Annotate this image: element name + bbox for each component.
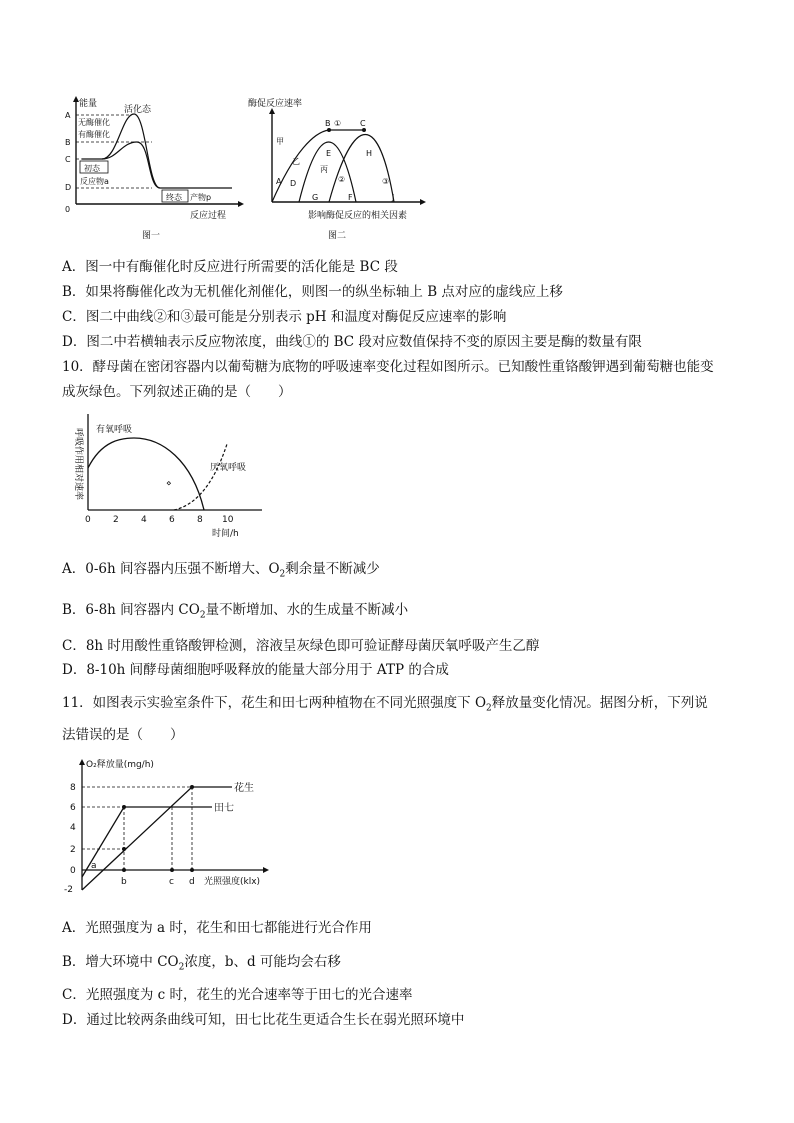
q10-x-tick-4: 4	[141, 515, 147, 525]
q10-stem-line-1: 10．酵母菌在密闭容器内以葡萄糖为底物的呼吸速率变化过程如图所示。已知酸性重铬酸钾遇到葡萄糖也能变	[62, 359, 714, 375]
q10-anaerobic-label: 厌氧呼吸	[210, 463, 247, 473]
q11-option-d: D．通过比较两条曲线可知，田七比花生更适合生长在弱光照环境中	[62, 1012, 465, 1028]
fig2-jia-label: 甲	[276, 137, 284, 146]
fig2-caption: 图二	[328, 231, 347, 241]
fig1-no-enzyme-label: 无酶催化	[78, 118, 110, 127]
q11-y-tick-6: 6	[70, 803, 76, 813]
fig1-tick-d: D	[65, 183, 72, 192]
q11-point-c: c	[169, 877, 174, 887]
q11-x-label: 光照强度(klx)	[204, 877, 261, 887]
q11-y-tick-8: 8	[70, 783, 76, 793]
q10-marker: ⋄	[166, 479, 172, 489]
fig2-point-a: A	[276, 177, 282, 186]
fig2-x-label: 影响酶促反应的相关因素	[308, 211, 408, 221]
q10-stem-line-2: 成灰绿色。下列叙述正确的是（ ）	[62, 384, 292, 400]
fig2-y-label: 酶促反应速率	[248, 99, 303, 109]
q10-x-tick-2: 2	[113, 515, 119, 525]
q10-option-c: C．8h 时用酸性重铬酸钾检测，溶液呈灰绿色即可验证酵母菌厌氧呼吸产生乙醇	[62, 638, 540, 654]
figure-2-enzyme-rate-diagram	[248, 92, 434, 242]
q11-point-a: a	[91, 861, 97, 871]
q9-option-b: B．如果将酶催化改为无机催化剂催化，则图一的纵坐标轴上 B 点对应的虚线应上移	[62, 284, 563, 300]
fig2-point-g: G	[312, 193, 319, 202]
fig2-point-d: D	[290, 179, 297, 188]
fig1-tick-c: C	[65, 155, 71, 164]
q9-option-d: D．图二中若横轴表示反应物浓度，曲线①的 BC 段对应数值保持不变的原因主要是酶的数量有限	[62, 334, 642, 350]
q11-o2-release-chart	[62, 755, 302, 897]
fig1-tick-b: B	[65, 138, 71, 147]
q10-option-d: D．8-10h 间酵母菌细胞呼吸释放的能量大部分用于 ATP 的合成	[62, 662, 449, 678]
q11-point-b: b	[121, 877, 127, 887]
q10-respiration-chart	[62, 410, 282, 542]
fig1-reactant-label: 反应物a	[80, 177, 109, 186]
fig1-caption: 图一	[142, 231, 161, 241]
q11-y-tick-neg2: -2	[64, 885, 73, 895]
fig1-initial-label: 初态	[84, 164, 100, 173]
q10-option-a: A．0-6h 间容器内压强不断增大、$O_2$剩余量不断减少	[62, 561, 380, 580]
q9-option-a: A．图一中有酶催化时反应进行所需要的活化能是 BC 段	[62, 259, 398, 275]
fig1-origin: 0	[65, 205, 71, 214]
fig2-yi-label: 乙	[292, 157, 300, 166]
q11-peanut-label: 花生	[234, 783, 254, 794]
q10-x-tick-0: 0	[85, 515, 91, 525]
q11-y-label: O₂释放量(mg/h)	[86, 760, 154, 770]
fig2-point-h: H	[366, 149, 373, 158]
figure-1-energy-diagram	[62, 92, 252, 242]
q10-x-tick-10: 10	[222, 515, 234, 525]
fig1-product-label: 产物p	[190, 193, 212, 202]
q10-y-label: 呼吸作用相对速率	[73, 428, 83, 501]
q10-option-b: B．6-8h 间容器内 $CO_2$量不断增加、水的生成量不断减小	[62, 602, 409, 621]
q11-y-tick-0: 0	[70, 866, 76, 876]
q11-point-d: d	[189, 877, 195, 887]
q11-y-tick-2: 2	[70, 845, 76, 855]
q10-x-label: 时间/h	[212, 529, 239, 539]
q11-option-c: C．光照强度为 c 时，花生的光合速率等于田七的光合速率	[62, 987, 413, 1003]
fig2-point-b: B	[325, 119, 331, 128]
fig1-enzyme-label: 有酶催化	[78, 130, 110, 139]
q10-x-tick-6: 6	[169, 515, 175, 525]
q10-x-tick-8: 8	[197, 515, 203, 525]
q11-option-a: A．光照强度为 a 时，花生和田七都能进行光合作用	[62, 920, 372, 936]
fig2-curve-3: ③	[382, 177, 390, 186]
fig1-y-label: 能量	[79, 99, 98, 109]
fig2-curve-2: ②	[338, 175, 346, 184]
fig2-point-j: J	[392, 193, 395, 202]
fig1-activated-label: 活化态	[124, 105, 152, 115]
fig2-point-e: E	[326, 149, 332, 158]
q11-tianqi-label: 田七	[214, 803, 234, 814]
q11-option-b: B．增大环境中 $CO_2$浓度，b、d 可能均会右移	[62, 954, 341, 973]
q9-option-c: C．图二中曲线②和③最可能是分别表示 pH 和温度对酶促反应速率的影响	[62, 309, 507, 325]
fig2-point-c: C	[360, 119, 366, 128]
fig1-final-label: 终态	[166, 193, 182, 202]
fig2-point-f: F	[348, 193, 353, 202]
q11-y-tick-4: 4	[70, 823, 76, 833]
fig1-x-label: 反应过程	[190, 211, 227, 221]
q11-stem-line-2: 法错误的是（ ）	[62, 727, 184, 743]
q10-aerobic-label: 有氧呼吸	[96, 425, 133, 435]
fig2-bing-label: 丙	[320, 165, 328, 174]
fig2-curve-1: ①	[334, 119, 342, 128]
fig1-tick-a: A	[65, 111, 71, 120]
q11-stem-line-1: 11．如图表示实验室条件下，花生和田七两种植物在不同光照强度下 $O_2$释放量变化情况。据图分析，下列说	[62, 695, 708, 714]
